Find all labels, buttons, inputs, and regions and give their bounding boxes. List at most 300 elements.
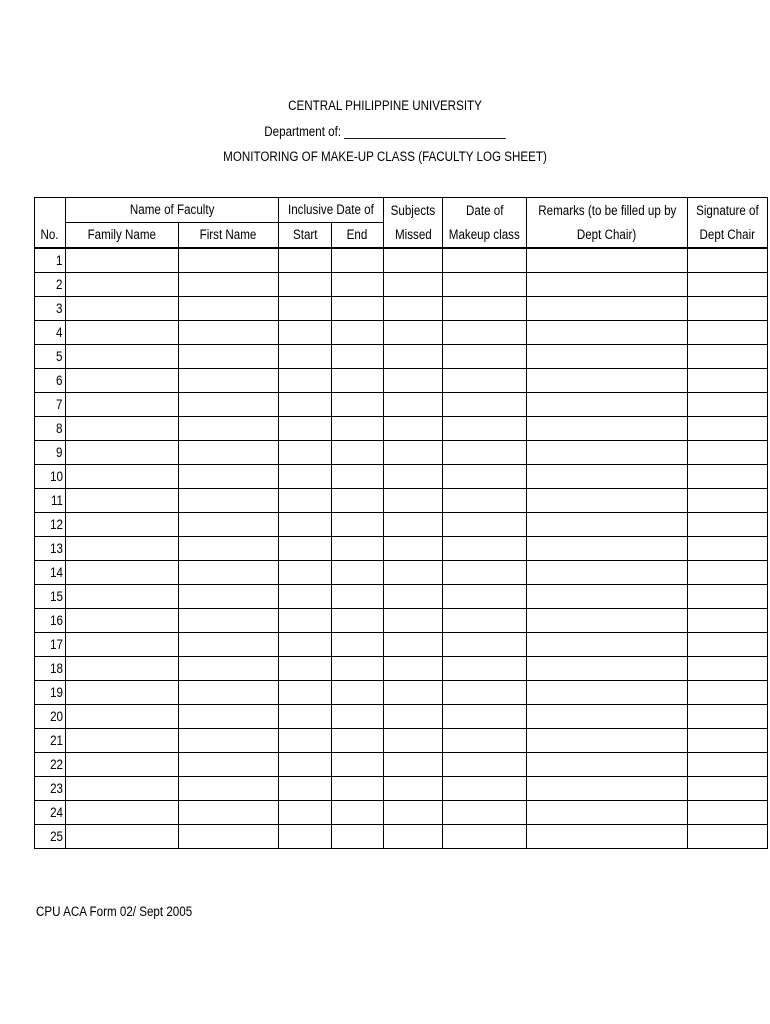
row-number xyxy=(35,369,66,393)
start-date-cell[interactable] xyxy=(279,633,332,657)
row-number-label: 10 xyxy=(50,468,63,484)
row-number xyxy=(35,705,66,729)
first-name-cell[interactable] xyxy=(179,609,279,633)
date-of-header xyxy=(443,198,527,223)
signature-cell[interactable] xyxy=(688,417,768,441)
remarks-cell[interactable] xyxy=(526,585,688,609)
end-date-cell[interactable] xyxy=(332,777,384,801)
end-date-cell[interactable] xyxy=(332,801,384,825)
row-number xyxy=(35,321,66,345)
end-date-cell[interactable] xyxy=(332,273,384,297)
form-title-text: MONITORING OF MAKE-UP CLASS (FACULTY LOG SHEET) xyxy=(223,149,547,164)
start-date-cell[interactable] xyxy=(279,585,332,609)
signature-cell[interactable] xyxy=(688,777,768,801)
row-number-label: 18 xyxy=(50,660,63,676)
subjects-missed-cell[interactable] xyxy=(384,777,443,801)
family-name-cell[interactable] xyxy=(66,777,179,801)
start-date-cell[interactable] xyxy=(279,753,332,777)
row-number xyxy=(35,681,66,705)
subjects-header xyxy=(384,198,443,223)
signature-cell[interactable] xyxy=(688,441,768,465)
signature-cell[interactable] xyxy=(688,633,768,657)
faculty-log-table xyxy=(34,197,768,849)
end-date-cell[interactable] xyxy=(332,393,384,417)
end-header xyxy=(332,223,384,249)
row-number xyxy=(35,561,66,585)
makeup-date-cell[interactable] xyxy=(443,321,527,345)
end-date-cell[interactable] xyxy=(332,441,384,465)
first-name-cell[interactable] xyxy=(179,248,279,273)
first-name-label: First Name xyxy=(200,227,257,243)
start-date-cell[interactable] xyxy=(279,273,332,297)
start-date-cell[interactable] xyxy=(279,465,332,489)
family-name-cell[interactable] xyxy=(66,345,179,369)
subjects-missed-cell[interactable] xyxy=(384,801,443,825)
makeup-class-header xyxy=(443,223,527,249)
family-name-cell[interactable] xyxy=(66,681,179,705)
end-date-cell[interactable] xyxy=(332,513,384,537)
remarks-cell[interactable] xyxy=(526,825,688,849)
remarks-label: Remarks (to be filled up by xyxy=(537,202,676,218)
table-row xyxy=(35,537,768,561)
family-name-cell[interactable] xyxy=(66,657,179,681)
table-row xyxy=(35,417,768,441)
makeup-date-cell[interactable] xyxy=(443,753,527,777)
start-date-cell[interactable] xyxy=(279,417,332,441)
start-label: Start xyxy=(292,227,318,243)
subjects-missed-cell[interactable] xyxy=(384,489,443,513)
subjects-missed-cell[interactable] xyxy=(384,585,443,609)
row-number xyxy=(35,489,66,513)
family-name-cell[interactable] xyxy=(66,537,179,561)
first-name-cell[interactable] xyxy=(179,273,279,297)
table-row xyxy=(35,777,768,801)
family-name-cell[interactable] xyxy=(66,753,179,777)
department-label: Department of: _________________________ xyxy=(264,124,506,139)
start-date-cell[interactable] xyxy=(279,345,332,369)
makeup-date-cell[interactable] xyxy=(443,825,527,849)
table-row xyxy=(35,609,768,633)
subjects-missed-cell[interactable] xyxy=(384,297,443,321)
end-date-cell[interactable] xyxy=(332,633,384,657)
family-name-cell[interactable] xyxy=(66,729,179,753)
table-row xyxy=(35,345,768,369)
remarks-cell[interactable] xyxy=(526,777,688,801)
row-number-label: 8 xyxy=(56,420,63,436)
makeup-date-cell[interactable] xyxy=(443,297,527,321)
signature-cell[interactable] xyxy=(688,585,768,609)
table-row xyxy=(35,513,768,537)
end-date-cell[interactable] xyxy=(332,345,384,369)
family-name-cell[interactable] xyxy=(66,801,179,825)
family-name-cell[interactable] xyxy=(66,825,179,849)
subjects-missed-cell[interactable] xyxy=(384,609,443,633)
family-name-cell[interactable] xyxy=(66,369,179,393)
subjects-missed-cell[interactable] xyxy=(384,321,443,345)
family-name-cell[interactable] xyxy=(66,417,179,441)
missed-label: Missed xyxy=(394,227,432,242)
row-number-label: 19 xyxy=(50,684,63,700)
family-name-cell[interactable] xyxy=(66,273,179,297)
makeup-date-cell[interactable] xyxy=(443,681,527,705)
start-date-cell[interactable] xyxy=(279,825,332,849)
table-row xyxy=(35,297,768,321)
missed-header xyxy=(384,223,443,249)
first-name-cell[interactable] xyxy=(179,441,279,465)
remarks-cell[interactable] xyxy=(526,657,688,681)
makeup-date-cell[interactable] xyxy=(443,801,527,825)
table-row xyxy=(35,825,768,849)
first-name-cell[interactable] xyxy=(179,825,279,849)
table-row xyxy=(35,729,768,753)
remarks-cell[interactable] xyxy=(526,705,688,729)
family-name-cell[interactable] xyxy=(66,633,179,657)
makeup-date-cell[interactable] xyxy=(443,537,527,561)
family-name-cell[interactable] xyxy=(66,489,179,513)
subjects-missed-cell[interactable] xyxy=(384,825,443,849)
row-number-label: 13 xyxy=(50,540,63,556)
row-number-label: 1 xyxy=(56,252,63,268)
university-name-text: CENTRAL PHILIPPINE UNIVERSITY xyxy=(288,98,482,113)
row-number-label: 12 xyxy=(50,516,63,532)
table-row xyxy=(35,489,768,513)
first-name-cell[interactable] xyxy=(179,729,279,753)
start-date-cell[interactable] xyxy=(279,248,332,273)
first-name-cell[interactable] xyxy=(179,465,279,489)
makeup-date-cell[interactable] xyxy=(443,441,527,465)
name-of-faculty-label: Name of Faculty xyxy=(129,202,215,218)
row-number xyxy=(35,513,66,537)
start-date-cell[interactable] xyxy=(279,297,332,321)
start-date-cell[interactable] xyxy=(279,801,332,825)
start-date-cell[interactable] xyxy=(279,441,332,465)
makeup-date-cell[interactable] xyxy=(443,585,527,609)
end-date-cell[interactable] xyxy=(332,753,384,777)
remarks-cell[interactable] xyxy=(526,729,688,753)
row-number-label: 25 xyxy=(50,828,63,844)
table-row xyxy=(35,681,768,705)
date-of-label: Date of xyxy=(465,202,503,218)
start-date-cell[interactable] xyxy=(279,681,332,705)
makeup-date-cell[interactable] xyxy=(443,393,527,417)
start-date-cell[interactable] xyxy=(279,657,332,681)
end-date-cell[interactable] xyxy=(332,681,384,705)
first-name-cell[interactable] xyxy=(179,417,279,441)
signature-cell[interactable] xyxy=(688,705,768,729)
first-name-cell[interactable] xyxy=(179,513,279,537)
family-name-cell[interactable] xyxy=(66,465,179,489)
row-number xyxy=(35,273,66,297)
row-number xyxy=(35,393,66,417)
remarks-cell[interactable] xyxy=(526,441,688,465)
remarks-cell[interactable] xyxy=(526,369,688,393)
signature-cell[interactable] xyxy=(688,489,768,513)
signature-cell[interactable] xyxy=(688,729,768,753)
dept-chair-label: Dept Chair xyxy=(699,227,756,242)
row-number-label: 14 xyxy=(50,564,63,580)
subjects-missed-cell[interactable] xyxy=(384,465,443,489)
row-number-label: 22 xyxy=(50,756,63,772)
remarks-cell[interactable] xyxy=(526,393,688,417)
start-header xyxy=(279,223,332,249)
row-number-label: 2 xyxy=(56,276,63,292)
table-row xyxy=(35,248,768,273)
remarks-cell[interactable] xyxy=(526,417,688,441)
signature-cell[interactable] xyxy=(688,753,768,777)
row-number xyxy=(35,753,66,777)
first-name-cell[interactable] xyxy=(179,777,279,801)
subjects-missed-cell[interactable] xyxy=(384,657,443,681)
first-name-cell[interactable] xyxy=(179,369,279,393)
row-number-label: 20 xyxy=(50,708,63,724)
subjects-missed-cell[interactable] xyxy=(384,633,443,657)
signature-cell[interactable] xyxy=(688,248,768,273)
family-name-cell[interactable] xyxy=(66,441,179,465)
university-name xyxy=(0,98,770,113)
makeup-date-cell[interactable] xyxy=(443,417,527,441)
remarks-cell[interactable] xyxy=(526,753,688,777)
end-date-cell[interactable] xyxy=(332,489,384,513)
first-name-cell[interactable] xyxy=(179,561,279,585)
subjects-label: Subjects xyxy=(390,202,436,218)
makeup-date-cell[interactable] xyxy=(443,657,527,681)
remarks-cell[interactable] xyxy=(526,345,688,369)
first-name-cell[interactable] xyxy=(179,321,279,345)
makeup-date-cell[interactable] xyxy=(443,633,527,657)
end-label: End xyxy=(347,227,368,243)
signature-cell[interactable] xyxy=(688,321,768,345)
row-number xyxy=(35,297,66,321)
remarks-cell[interactable] xyxy=(526,609,688,633)
first-name-cell[interactable] xyxy=(179,633,279,657)
department-line xyxy=(0,124,770,139)
makeup-date-cell[interactable] xyxy=(443,369,527,393)
makeup-date-cell[interactable] xyxy=(443,729,527,753)
no-label: No. xyxy=(40,227,60,242)
makeup-date-cell[interactable] xyxy=(443,513,527,537)
remarks-cell[interactable] xyxy=(526,321,688,345)
first-name-header xyxy=(179,223,279,249)
makeup-date-cell[interactable] xyxy=(443,777,527,801)
form-title xyxy=(0,149,770,164)
end-date-cell[interactable] xyxy=(332,465,384,489)
end-date-cell[interactable] xyxy=(332,248,384,273)
subjects-missed-cell[interactable] xyxy=(384,681,443,705)
family-name-cell[interactable] xyxy=(66,393,179,417)
end-date-cell[interactable] xyxy=(332,657,384,681)
makeup-date-cell[interactable] xyxy=(443,345,527,369)
remarks-cell[interactable] xyxy=(526,537,688,561)
subjects-missed-cell[interactable] xyxy=(384,705,443,729)
remarks-cell[interactable] xyxy=(526,561,688,585)
start-date-cell[interactable] xyxy=(279,729,332,753)
first-name-cell[interactable] xyxy=(179,657,279,681)
first-name-cell[interactable] xyxy=(179,297,279,321)
row-number-label: 7 xyxy=(56,396,63,412)
row-number-label: 9 xyxy=(56,444,63,460)
signature-cell[interactable] xyxy=(688,465,768,489)
end-date-cell[interactable] xyxy=(332,609,384,633)
row-number xyxy=(35,777,66,801)
table-row xyxy=(35,801,768,825)
first-name-cell[interactable] xyxy=(179,801,279,825)
end-date-cell[interactable] xyxy=(332,417,384,441)
subjects-missed-cell[interactable] xyxy=(384,369,443,393)
remarks-header xyxy=(526,198,688,223)
makeup-date-cell[interactable] xyxy=(443,609,527,633)
subjects-missed-cell[interactable] xyxy=(384,345,443,369)
signature-cell[interactable] xyxy=(688,513,768,537)
table-row xyxy=(35,369,768,393)
remarks-cell[interactable] xyxy=(526,465,688,489)
inclusive-date-label: Inclusive Date of xyxy=(288,202,374,218)
makeup-date-cell[interactable] xyxy=(443,705,527,729)
end-date-cell[interactable] xyxy=(332,561,384,585)
family-name-cell[interactable] xyxy=(66,585,179,609)
first-name-cell[interactable] xyxy=(179,393,279,417)
end-date-cell[interactable] xyxy=(332,537,384,561)
subjects-missed-cell[interactable] xyxy=(384,513,443,537)
table-row xyxy=(35,441,768,465)
form-code: CPU ACA Form 02/ Sept 2005 xyxy=(36,904,193,919)
subjects-missed-cell[interactable] xyxy=(384,729,443,753)
end-date-cell[interactable] xyxy=(332,729,384,753)
remarks-cell[interactable] xyxy=(526,513,688,537)
family-name-cell[interactable] xyxy=(66,609,179,633)
end-date-cell[interactable] xyxy=(332,825,384,849)
row-number xyxy=(35,657,66,681)
signature-cell[interactable] xyxy=(688,537,768,561)
row-number-label: 5 xyxy=(56,348,63,364)
row-number xyxy=(35,609,66,633)
first-name-cell[interactable] xyxy=(179,537,279,561)
table-row xyxy=(35,633,768,657)
row-number-label: 21 xyxy=(50,732,63,748)
makeup-date-cell[interactable] xyxy=(443,273,527,297)
row-number xyxy=(35,465,66,489)
table-row xyxy=(35,393,768,417)
family-name-cell[interactable] xyxy=(66,561,179,585)
start-date-cell[interactable] xyxy=(279,369,332,393)
subjects-missed-cell[interactable] xyxy=(384,273,443,297)
end-date-cell[interactable] xyxy=(332,369,384,393)
remarks-cell[interactable] xyxy=(526,273,688,297)
table-row xyxy=(35,321,768,345)
row-number xyxy=(35,729,66,753)
signature-cell[interactable] xyxy=(688,273,768,297)
start-date-cell[interactable] xyxy=(279,777,332,801)
remarks-cell[interactable] xyxy=(526,633,688,657)
start-date-cell[interactable] xyxy=(279,321,332,345)
makeup-date-cell[interactable] xyxy=(443,489,527,513)
family-name-cell[interactable] xyxy=(66,297,179,321)
signature-cell[interactable] xyxy=(688,681,768,705)
signature-cell[interactable] xyxy=(688,561,768,585)
row-number xyxy=(35,801,66,825)
first-name-cell[interactable] xyxy=(179,585,279,609)
header-row-2 xyxy=(35,223,768,249)
start-date-cell[interactable] xyxy=(279,489,332,513)
remarks-cell[interactable] xyxy=(526,297,688,321)
table-row xyxy=(35,465,768,489)
table-row xyxy=(35,657,768,681)
subjects-missed-cell[interactable] xyxy=(384,248,443,273)
family-name-cell[interactable] xyxy=(66,321,179,345)
makeup-date-cell[interactable] xyxy=(443,248,527,273)
row-number-label: 24 xyxy=(50,804,63,820)
signature-cell[interactable] xyxy=(688,297,768,321)
subjects-missed-cell[interactable] xyxy=(384,561,443,585)
row-number xyxy=(35,825,66,849)
makeup-date-cell[interactable] xyxy=(443,465,527,489)
signature-cell[interactable] xyxy=(688,369,768,393)
signature-header xyxy=(688,198,768,223)
subjects-missed-cell[interactable] xyxy=(384,537,443,561)
table-row xyxy=(35,561,768,585)
family-name-cell[interactable] xyxy=(66,248,179,273)
end-date-cell[interactable] xyxy=(332,321,384,345)
dept-chair-paren-label: Dept Chair) xyxy=(577,227,637,242)
signature-cell[interactable] xyxy=(688,345,768,369)
first-name-cell[interactable] xyxy=(179,345,279,369)
row-number-label: 6 xyxy=(56,372,63,388)
family-name-cell[interactable] xyxy=(66,513,179,537)
start-date-cell[interactable] xyxy=(279,513,332,537)
subjects-missed-cell[interactable] xyxy=(384,441,443,465)
start-date-cell[interactable] xyxy=(279,537,332,561)
inclusive-date-header xyxy=(279,198,384,223)
row-number-label: 4 xyxy=(56,324,63,340)
first-name-cell[interactable] xyxy=(179,705,279,729)
remarks-cell[interactable] xyxy=(526,681,688,705)
first-name-cell[interactable] xyxy=(179,489,279,513)
subjects-missed-cell[interactable] xyxy=(384,417,443,441)
log-rows xyxy=(35,248,768,849)
subjects-missed-cell[interactable] xyxy=(384,393,443,417)
dept-chair-header xyxy=(688,223,768,249)
remarks-cell[interactable] xyxy=(526,248,688,273)
first-name-cell[interactable] xyxy=(179,681,279,705)
first-name-cell[interactable] xyxy=(179,753,279,777)
table-row xyxy=(35,273,768,297)
signature-cell[interactable] xyxy=(688,609,768,633)
remarks-cell[interactable] xyxy=(526,489,688,513)
signature-cell[interactable] xyxy=(688,825,768,849)
signature-cell[interactable] xyxy=(688,393,768,417)
makeup-date-cell[interactable] xyxy=(443,561,527,585)
signature-cell[interactable] xyxy=(688,801,768,825)
dept-chair-paren-header xyxy=(526,223,688,249)
table-row xyxy=(35,753,768,777)
end-date-cell[interactable] xyxy=(332,585,384,609)
end-date-cell[interactable] xyxy=(332,705,384,729)
row-number xyxy=(35,585,66,609)
signature-cell[interactable] xyxy=(688,657,768,681)
start-date-cell[interactable] xyxy=(279,705,332,729)
end-date-cell[interactable] xyxy=(332,297,384,321)
row-number xyxy=(35,345,66,369)
table-row xyxy=(35,705,768,729)
subjects-missed-cell[interactable] xyxy=(384,753,443,777)
family-name-header xyxy=(66,223,179,249)
family-name-cell[interactable] xyxy=(66,705,179,729)
start-date-cell[interactable] xyxy=(279,609,332,633)
remarks-cell[interactable] xyxy=(526,801,688,825)
start-date-cell[interactable] xyxy=(279,561,332,585)
row-number-label: 17 xyxy=(50,636,63,652)
start-date-cell[interactable] xyxy=(279,393,332,417)
signature-label: Signature of xyxy=(696,202,759,218)
